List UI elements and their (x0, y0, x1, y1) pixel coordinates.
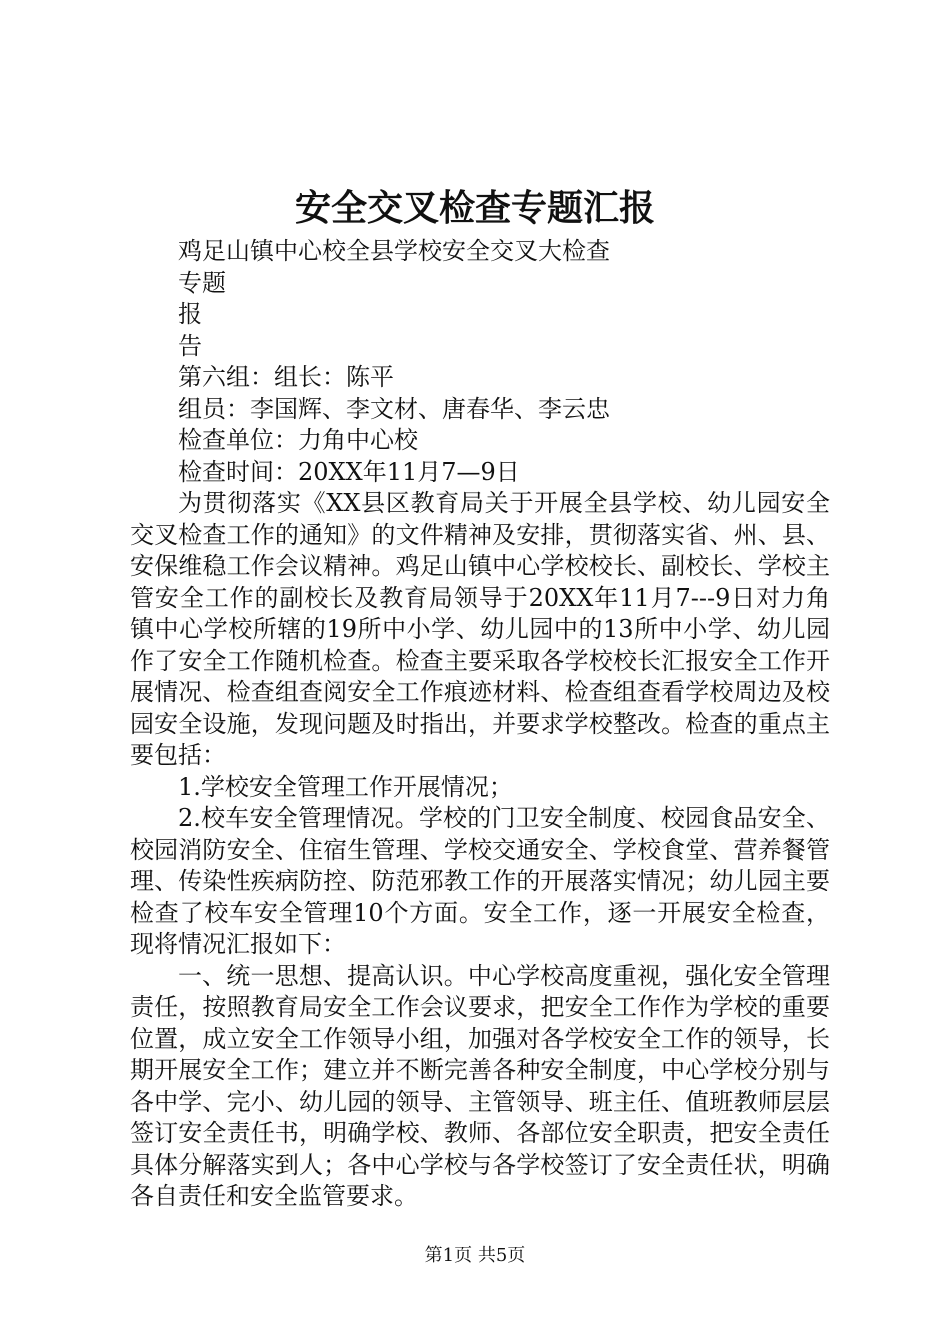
header-line-school: 鸡足山镇中心校全县学校安全交叉大检查 (178, 237, 610, 265)
paragraph-intro: 为贯彻落实《XX县区教育局关于开展全县学校、幼儿园安全交叉检查工作的通知》的文件精神及安排，贯彻落实省、州、县、安保维稳工作会议精神。鸡足山镇中心学校校长、副校长、学校主管安全工作的副校长及教育局领导于20XX年11月7---9日对力角镇中心学校所辖的19所中小学、幼儿园中的13所中小学、幼儿园作了安全工作随机检查。检查主要采取各学校校长汇报安全工作开展情况、检查组查阅安全工作痕迹材料、检查组查看学校周边及校园安全设施，发现问题及时指出，并要求学校整改。检查的重点主要包括： (130, 489, 830, 769)
paragraph-item-1: 1.学校安全管理工作开展情况； (178, 772, 513, 801)
header-line-group-leader: 第六组：组长：陈平 (178, 363, 394, 391)
document-body (130, 236, 830, 1213)
document-title: 安全交叉检查专题汇报 (294, 187, 655, 229)
header-line-report-2: 告 (178, 331, 202, 360)
header-line-time: 检查时间：20XX年11月7—9日 (178, 457, 520, 486)
header-line-report-1: 报 (178, 300, 202, 328)
paragraph-item-2: 2.校车安全管理情况。学校的门卫安全制度、校园食品安全、校园消防安全、住宿生管理、学校交通安全、学校食堂、营养餐管理、传染性疾病防控、防范邪教工作的开展落实情况；幼儿园主要检查了校车安全管理10个方面。安全工作，逐一开展安全检查，现将情况汇报如下： (130, 804, 830, 958)
header-line-topic: 专题 (178, 268, 226, 297)
paragraph-section-1: 一、统一思想、提高认识。中心学校高度重视，强化安全管理责任，按照教育局安全工作会议要求，把安全工作作为学校的重要位置，成立安全工作领导小组，加强对各学校安全工作的领导，长期开展安全工作；建立并不断完善各种安全制度，中心学校分别与各中学、完小、幼儿园的领导、主管领导、班主任、值班教师层层签订安全责任书，明确学校、教师、各部位安全职责，把安全责任具体分解落实到人；各中心学校与各学校签订了安全责任状，明确各自责任和安全监管要求。 (130, 961, 830, 1210)
header-line-unit: 检查单位：力角中心校 (178, 426, 418, 454)
page-footer: 第1页 共5页 (424, 1245, 526, 1266)
header-line-members: 组员：李国辉、李文材、唐春华、李云忠 (178, 394, 610, 423)
